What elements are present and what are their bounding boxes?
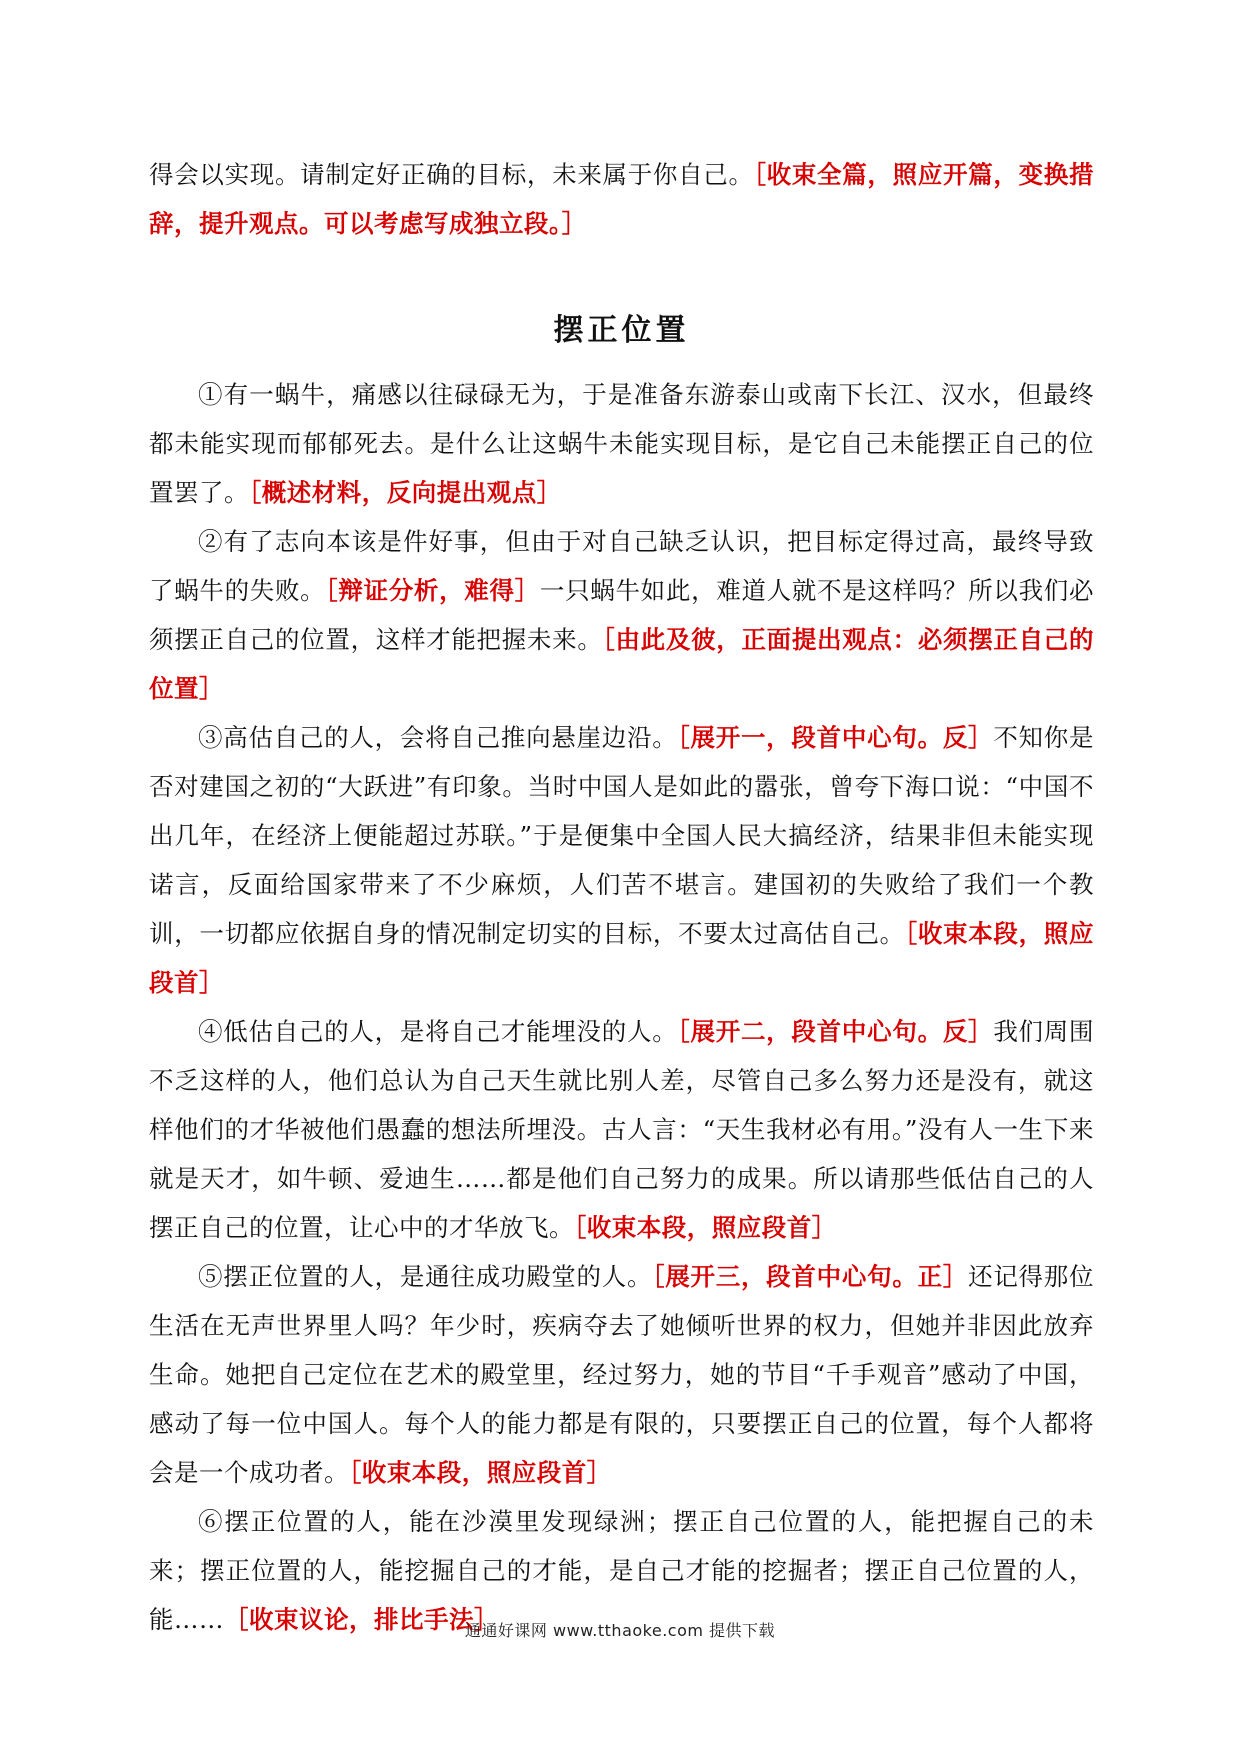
- page-footer: 通通好课网 www.tthaoke.com 提供下载: [464, 1621, 776, 1640]
- paragraph-text: 不知你是否对建国之初的“大跃进”有印象。当时中国人是如此的嚣张，曾夸下海口说：“中国不出几年，在经济上便能超过苏联。”于是便集中全国人民大搞经济，结果非但未能实现诺言，反面给国家带来了不少麻烦，人们苦不堪言。建国初的失败给了我们一个教训，一切都应依据自身的情况制定切实的目标，不要太过高估自己。: [149, 723, 1095, 948]
- intro-section: [149, 150, 1094, 248]
- paragraph: [149, 150, 1094, 248]
- paragraph: [149, 713, 1094, 1007]
- annotation-note: ［展开二，段首中心句。反］: [677, 1017, 994, 1046]
- paragraph-text: ⑥摆正位置的人，能在沙漠里发现绿洲；摆正自己位置的人，能把握自己的未来；摆正位置的人，能挖掘自己的才能，是自己才能的挖掘者；摆正自己位置的人，能……: [149, 1507, 1094, 1634]
- annotation-note: ［辩证分析，难得］: [325, 576, 540, 605]
- essay-body: [149, 370, 1094, 1644]
- paragraph: [149, 370, 1094, 517]
- paragraph-text: 一只蜗牛如此，难道人就不是这样吗？所以我们必须摆正自己的位置，这样才能把握未来。: [149, 576, 1095, 654]
- document-page: [149, 150, 1094, 1644]
- paragraph: [149, 1007, 1094, 1252]
- paragraph-text: ③高估自己的人，会将自己推向悬崖边沿。: [198, 723, 678, 752]
- annotation-note: ［展开一，段首中心句。反］: [677, 723, 994, 752]
- paragraph-text: ①有一蜗牛，痛感以往碌碌无为，于是准备东游泰山或南下长江、汉水，但最终都未能实现而郁郁死去。是什么让这蜗牛未能实现目标，是它自己未能摆正自己的位置罢了。: [149, 380, 1094, 507]
- essay-title: 摆正位置: [553, 313, 690, 348]
- paragraph: [149, 517, 1094, 713]
- paragraph-text: ⑤摆正位置的人，是通往成功殿堂的人。: [198, 1262, 653, 1291]
- annotation-note: ［概述材料，反向提出观点］: [249, 478, 562, 507]
- annotation-note: ［收束本段，照应段首］: [574, 1213, 837, 1242]
- annotation-note: ［收束本段，照应段首］: [349, 1458, 612, 1487]
- paragraph-text: 还记得那位生活在无声世界里人吗？年少时，疾病夺去了她倾听世界的权力，但她并非因此放弃生命。她把自己定位在艺术的殿堂里，经过努力，她的节目“千手观音”感动了中国，感动了每一位中国人。每个人的能力都是有限的，只要摆正自己的位置，每个人都将会是一个成功者。: [149, 1262, 1095, 1487]
- annotation-note: ［收束本段，照应段首］: [149, 919, 1094, 997]
- paragraph-text: 我们周围不乏这样的人，他们总认为自己天生就比别人差，尽管自己多么努力还是没有，就这样他们的才华被他们愚蠢的想法所埋没。古人言：“天生我材必有用。”没有人一生下来就是天才，如牛顿、爱迪生……都是他们自己努力的成果。所以请那些低估自己的人摆正自己的位置，让心中的才华放飞。: [149, 1017, 1095, 1242]
- annotation-note: ［收束议论，排比手法］: [224, 1605, 499, 1634]
- paragraph: [149, 1252, 1094, 1497]
- paragraph-text: ②有了志向本该是件好事，但由于对自己缺乏认识，把目标定得过高，最终导致了蜗牛的失败。: [149, 527, 1094, 605]
- annotation-note: ［由此及彼，正面提出观点：必须摆正自己的位置］: [149, 625, 1095, 703]
- paragraph-text: 得会以实现。请制定好正确的目标，未来属于你自己。: [149, 160, 754, 189]
- annotation-note: ［收束全篇，照应开篇，变换措辞，提升观点。可以考虑写成独立段。］: [149, 160, 1094, 238]
- annotation-note: ［展开三，段首中心句。正］: [652, 1262, 969, 1291]
- paragraph-text: ④低估自己的人，是将自己才能埋没的人。: [198, 1017, 678, 1046]
